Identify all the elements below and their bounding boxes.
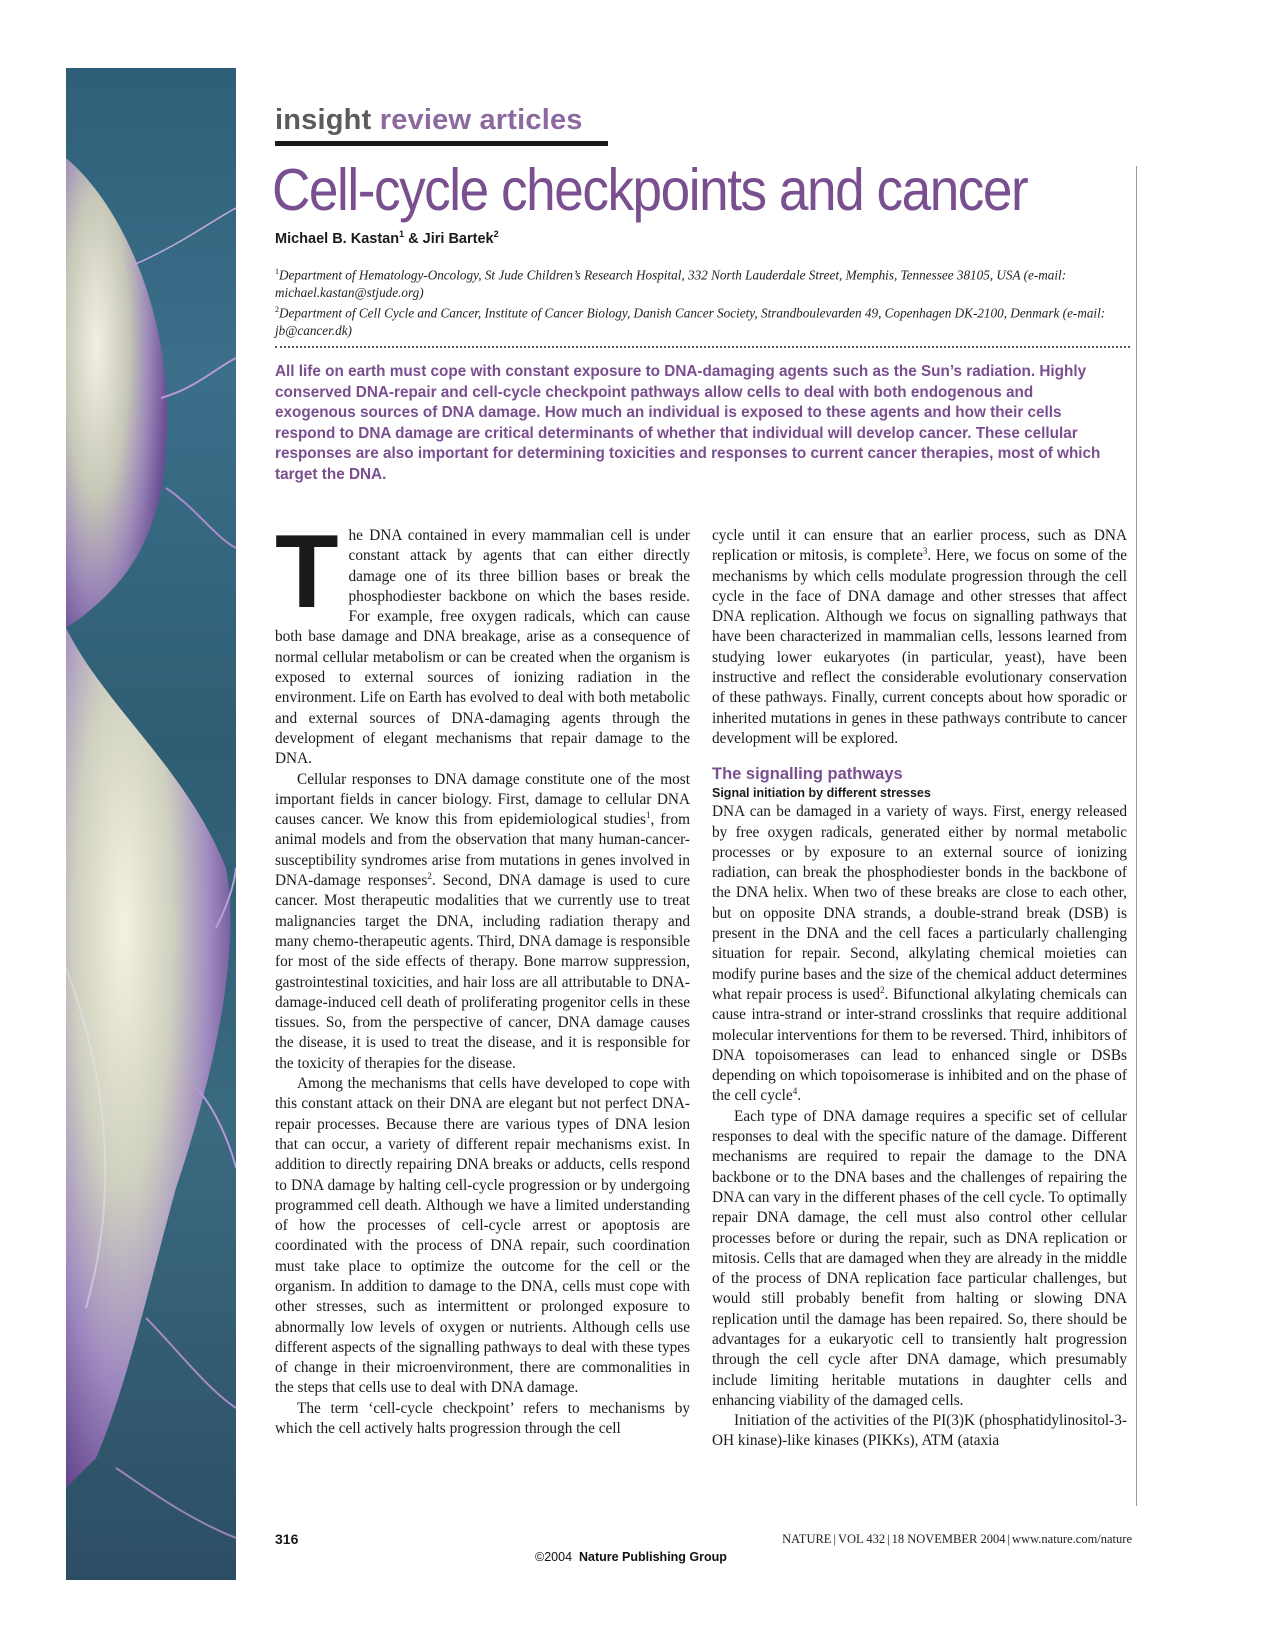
paragraph <box>712 802 1127 1106</box>
publisher-name: Nature Publishing Group <box>578 1550 727 1564</box>
drop-cap: T <box>275 514 339 630</box>
column-divider-rule <box>1136 166 1137 1506</box>
article-title: Cell-cycle checkpoints and cancer <box>272 157 1028 223</box>
reference-citation[interactable]: 2 <box>880 984 885 995</box>
section-label-insight: insight <box>275 104 372 136</box>
author-list <box>275 229 499 247</box>
affiliation-text: Department of Hematology-Oncology, St Jude Children’s Research Hospital, 332 North Lauderdale Street, Memphis, Tennessee 38105, USA (e-mail: michael.kastan@stjude.org) <box>275 267 1067 301</box>
copyright-year: ©2004 <box>535 1550 573 1564</box>
paragraph: Among the mechanisms that cells have developed to cope with this constant attack on their DNA are elegant but not perfect DNA-repair processes. Because there are various types of DNA lesion that can occur, a variety of different repair mechanisms exist. In addition to directly repairing DNA breaks or adducts, cells respond to DNA damage by halting cell-cycle progression or by undergoing programmed cell death. Although we have a limited understanding of how the processes of cell-cycle arrest or apoptosis are coordinated with the process of DNA repair, such coordination must take place to optimize the outcome for the cell or the organism. In addition to damage to the DNA, cells must cope with other stresses, such as intermittent or prolonged exposure to abnormally low levels of oxygen or nutrients. Although cells use different aspects of the signalling pathways to deal with these types of change in their microenvironment, there are commonalities in the steps that cells use to deal with DNA damage. <box>275 1075 690 1397</box>
reference-citation[interactable]: 1 <box>646 810 651 821</box>
paragraph-text: he DNA contained in every mammalian cell is under constant attack by agents that can either directly damage one of its three billion bases or break the phosphodiester backbone on which the bases reside. For example, free oxygen radicals, which can cause both base damage and DNA breakage, arise as a consequence of normal cellular metabolism or can be created when the organism is exposed to external sources of ionizing radiation in the environment. Life on Earth has evolved to deal with both metabolic and external sources of DNA-damaging agents through the development of elegant mechanisms that repair damage to the DNA. <box>275 527 690 768</box>
affiliation-mark: 2 <box>493 229 499 239</box>
subsection-heading: Signal initiation by different stresses <box>712 786 931 801</box>
body-column-left <box>275 514 691 1439</box>
cell-illustration <box>66 68 236 1580</box>
author-connector: & <box>408 230 419 247</box>
issue-date: 18 NOVEMBER 2004 <box>891 1532 1006 1546</box>
affiliation-text: Department of Cell Cycle and Cancer, Institute of Cancer Biology, Danish Cancer Society, Strandboulevarden 49, Copenhagen DK-2100, Denmark (e-mail: jb@cancer.dk) <box>275 305 1106 339</box>
affiliation-mark: 1 <box>275 267 279 276</box>
paragraph: Each type of DNA damage requires a specific set of cellular responses to deal with the specific nature of the damage. Different mechanisms are required to repair the damage to the DNA backbone or to the DNA bases and the challenges of repairing the DNA can vary in the different phases of the cell cycle. To optimally repair DNA damage, the cell must also control other cellular processes before or during the repair, such as DNA replication or mitosis. Cells that are damaged when they are already in the middle of the process of DNA replication face particular challenges, but would still probably benefit from halting or slowing DNA replication until the damage has been repaired. So, there should be advantages for a eukaryotic cell to transiently halt progression through the cell cycle after DNA damage, which presumably include limiting heritable mutations in daughter cells and enhancing viability of the damaged cells. <box>712 1107 1127 1409</box>
paragraph-text: cycle until it can ensure that an earlier process, such as DNA replication or mitosis, is complete <box>712 527 1127 565</box>
paragraph-text: . Bifunctional alkylating chemicals can cause intra-strand or inter-strand crosslinks that require additional molecular interventions for them to be reversed. Third, inhibitors of DNA topoisomerases can lead to enhanced single or DSBs depending on which topoisomerase is inhibited and on the phase of the cell cycle <box>712 985 1127 1105</box>
paragraph: The term ‘cell-cycle checkpoint’ refers to mechanisms by which the cell actively halts progression through the cell <box>275 1399 690 1438</box>
reference-citation[interactable]: 4 <box>792 1086 798 1097</box>
reference-citation[interactable]: 3 <box>922 546 928 557</box>
cover-micrograph-image <box>66 68 236 1580</box>
affiliation-mark: 2 <box>275 305 279 314</box>
section-label-review-articles: review articles <box>379 104 583 136</box>
copyright-notice <box>535 1550 727 1564</box>
author-name: Michael B. Kastan <box>275 230 400 247</box>
affiliation-mark: 1 <box>399 229 405 239</box>
paragraph-text: . <box>797 1087 802 1105</box>
section-label <box>275 104 583 137</box>
paragraph <box>275 514 690 770</box>
journal-citation-line: NATURE | VOL 432 | 18 NOVEMBER 2004 | www.nature.com/nature <box>782 1532 1132 1546</box>
body-column-right <box>712 526 1127 1452</box>
journal-name: NATURE <box>782 1532 832 1546</box>
abstract: All life on earth must cope with constant exposure to DNA-damaging agents such as the Sun’s radiation. Highly conserved DNA-repair and cell-cycle checkpoint pathways allow cells to deal with both endogenous and exogenous sources of DNA damage. How much an individual is exposed to these agents and how their cells respond to DNA damage are critical determinants of whether that individual will develop cancer. These cellular responses are also important for determining toxicities and responses to current cancer therapies, most of which target the DNA. <box>275 363 1101 483</box>
journal-volume: VOL 432 <box>837 1532 886 1546</box>
paragraph <box>275 770 690 1074</box>
journal-url-link[interactable]: www.nature.com/nature <box>1012 1532 1132 1546</box>
paragraph-text: Cellular responses to DNA damage constitute one of the most important fields in cancer biology. First, damage to cellular DNA causes cancer. We know this from epidemiological studies <box>275 770 690 829</box>
paragraph-text: . Here, we focus on some of the mechanisms by which cells modulate progression through the cell cycle in the face of DNA damage and other stresses that affect DNA replication. Although we focus on signalling pathways that have been characterized in mammalian cells, lessons learned from studying lower eukaryotes (in particular, yeast), have been instructive and reflect the considerable evolutionary conservation of these pathways. Finally, current concepts about how sporadic or inherited mutations in genes in these pathways contribute to cancer development will be explored. <box>712 547 1128 747</box>
paragraph: Initiation of the activities of the PI(3)K (phosphatidylinositol-3-OH kinase)-like kinases (PIKKs), ATM (ataxia <box>712 1412 1127 1450</box>
section-heading: The signalling pathways <box>712 765 903 784</box>
section-label-underline <box>275 141 608 146</box>
paragraph <box>712 526 1127 749</box>
header-dotted-divider <box>275 346 1130 348</box>
reference-citation[interactable]: 2 <box>427 870 432 881</box>
affiliation-1 <box>275 263 1115 302</box>
author-name: Jiri Bartek <box>422 230 494 247</box>
paragraph-text: , from animal models and from the observation that many human-cancer-susceptibility syndromes arise from mutations in genes involved in DNA-damage responses <box>275 811 691 890</box>
page-number: 316 <box>275 1531 299 1547</box>
affiliation-2 <box>275 301 1115 340</box>
paragraph-text: DNA can be damaged in a variety of ways. First, energy released by free oxygen radicals, generated either by normal metabolic processes or by exposure to an external source of ionizing radiation, can break the phosphodiester bonds in the backbone of the DNA helix. When two of these breaks are close to each other, but on opposite DNA strands, a double-strand break (DSB) is present in the DNA and the cell faces a particularly challenging situation for repair. Second, alkylating chemical moieties can modify purine bases and the size of the chemical adduct determines what repair process is used <box>712 803 1127 1003</box>
paragraph-text: . Second, DNA damage is used to cure cancer. Most therapeutic modalities that we currently use to treat malignancies target the DNA, including radiation therapy and many chemo-therapeutic agents. Third, DNA damage is responsible for most of the side effects of therapy. Bone marrow suppression, gastrointestinal toxicities, and hair loss are all attributable to DNA-damage-induced cell death of proliferating progenitor cells in these tissues. So, from the perspective of cancer, DNA damage causes the disease, it is used to treat the disease, and it is responsible for the toxicity of therapies for the disease. <box>275 872 690 1072</box>
